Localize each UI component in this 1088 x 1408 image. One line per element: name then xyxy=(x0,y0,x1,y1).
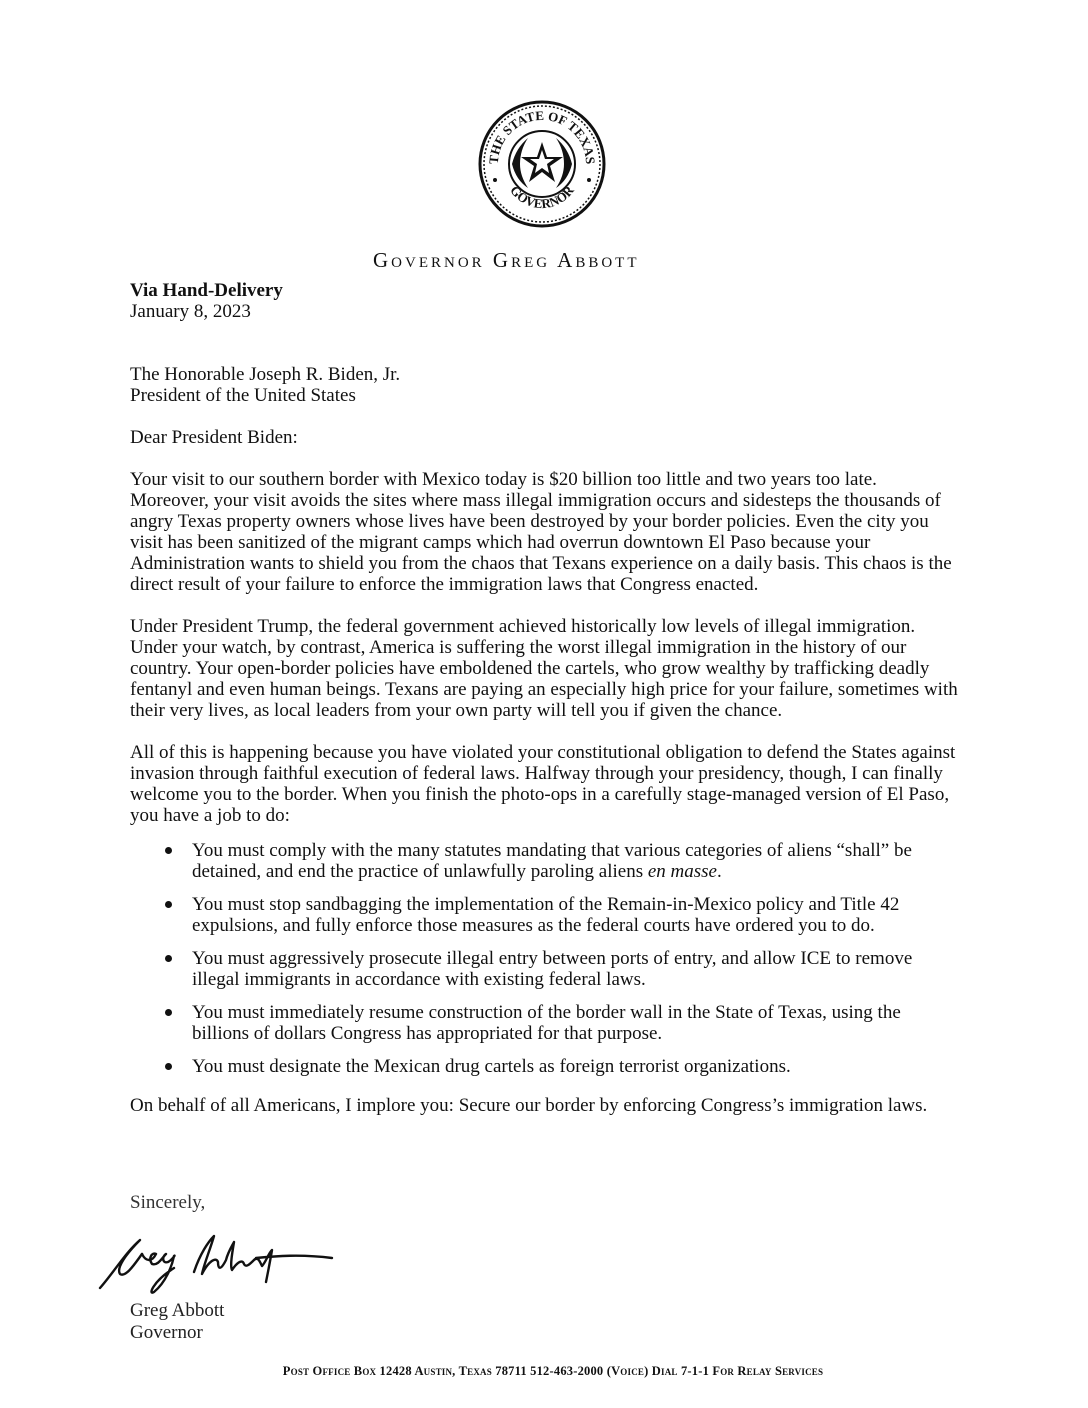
bullet-icon xyxy=(165,955,172,962)
letter-date: January 8, 2023 xyxy=(130,301,251,322)
list-item: You must immediately resume construction of the border wall in the State of Texas, using the billions of dollars Congress has appropriated for that purpose. xyxy=(130,1002,960,1044)
signer-block xyxy=(130,1300,224,1344)
italic-phrase: en masse xyxy=(647,861,717,882)
closing: Sincerely, xyxy=(130,1192,206,1213)
seal-bottom-text: GOVERNOR xyxy=(507,182,577,212)
demands-list xyxy=(130,840,960,1077)
list-item: You must stop sandbagging the implementation of the Remain-in-Mexico policy and Title 42 expulsions, and fully enforce those measures as the federal courts have ordered you to do. xyxy=(130,894,960,936)
bullet-icon xyxy=(165,1063,172,1070)
signer-name: Greg Abbott xyxy=(130,1300,225,1321)
recipient-name: The Honorable Joseph R. Biden, Jr. xyxy=(130,364,401,385)
svg-text:GOVERNOR xyxy=(507,182,577,211)
paragraph: Under President Trump, the federal government achieved historically low levels of illegal immigration. Under your watch, by contrast, America is suffering the worst illegal immigration in the history of our country. Your open-border policies have emboldened the cartels, who grow wealthy by trafficking deadly fentanyl and even human beings. Texans are paying an especially high price for your failure, sometimes with their very lives, as local leaders from your own party will tell you if given the chance. xyxy=(130,616,958,721)
letter-body xyxy=(130,280,960,1116)
final-paragraph: On behalf of all Americans, I implore you: Secure our border by enforcing Congress’s immigration laws. xyxy=(130,1095,928,1116)
paragraph: All of this is happening because you have violated your constitutional obligation to defend the States against invasion through faithful execution of federal laws. Halfway through your presidency, though, I can finally welcome you to the border. When you finish the photo-ops in a carefully stage-managed version of El Paso, you have a job to do: xyxy=(130,742,956,826)
seal-top-text: THE STATE OF TEXAS xyxy=(485,107,599,165)
salutation: Dear President Biden: xyxy=(130,427,298,448)
list-item: You must designate the Mexican drug cartels as foreign terrorist organizations. xyxy=(130,1056,960,1077)
letterhead xyxy=(0,248,1088,273)
handwritten-signature-icon xyxy=(96,1232,336,1298)
delivery-method: Via Hand-Delivery xyxy=(130,280,283,301)
bullet-icon xyxy=(165,901,172,908)
bullet-icon xyxy=(165,847,172,854)
paragraph: Your visit to our southern border with Mexico today is $20 billion too little and two years too late. Moreover, your visit avoids the sites where mass illegal immigration occurs and sidesteps the thousands of angry Texas property owners whose lives have been destroyed by your border policies. Even the city you visit has been sanitized of the migrant camps which had overrun downtown El Paso because your Administration wants to shield you from the chaos that Texans experience on a daily basis. This chaos is the direct result of your failure to enforce the immigration laws that Congress enacted. xyxy=(130,469,952,595)
recipient-title: President of the United States xyxy=(130,385,356,406)
signer-title: Governor xyxy=(130,1322,203,1343)
footer-address: Post Office Box 12428 Austin, Texas 78711 512-463-2000 (Voice) Dial 7-1-1 For Relay Services xyxy=(282,1364,824,1378)
list-item: You must aggressively prosecute illegal entry between ports of entry, and allow ICE to remove illegal immigrants in accordance with existing federal laws. xyxy=(130,948,960,990)
list-item: You must comply with the many statutes mandating that various categories of aliens “shall” be detained, and end the practice of unlawfully paroling aliens en masse. xyxy=(130,840,960,882)
letterhead-title: Governor Greg Abbott xyxy=(373,248,640,272)
texas-governor-seal-icon xyxy=(478,100,606,228)
bullet-icon xyxy=(165,1009,172,1016)
